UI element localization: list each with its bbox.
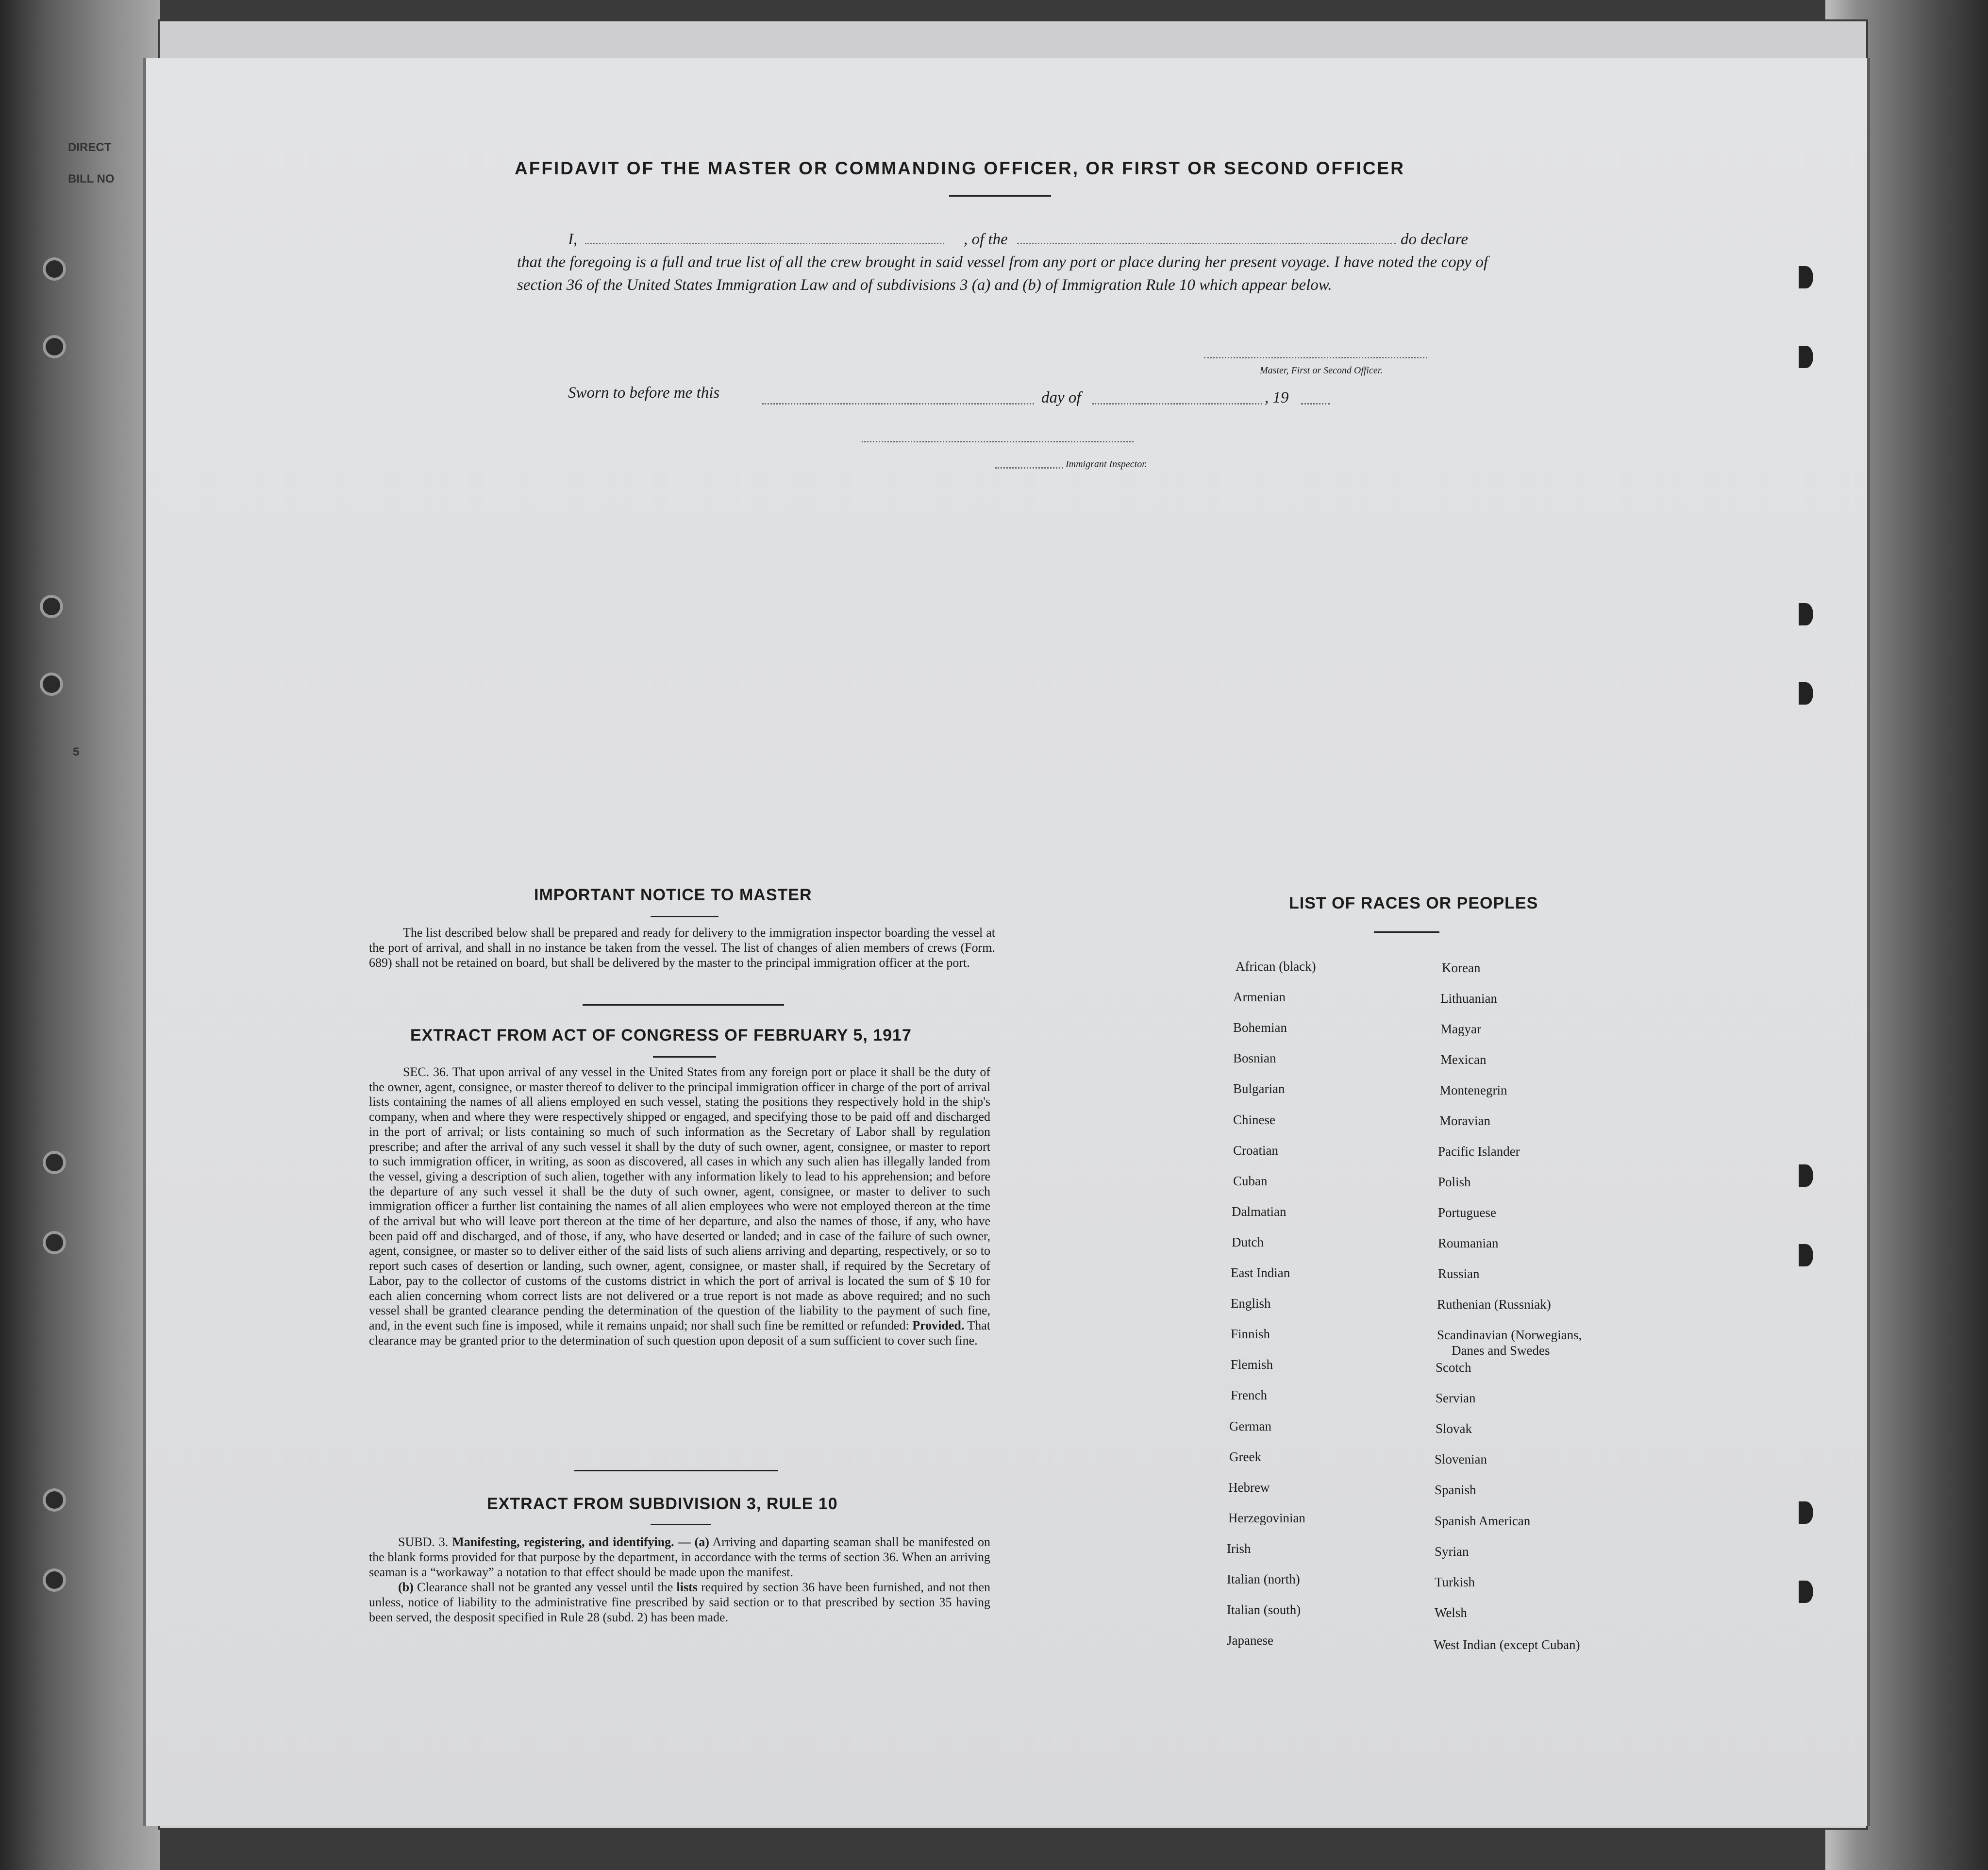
binder-hole (1799, 1244, 1813, 1266)
affidavit-declare-label: do declare (1401, 231, 1468, 248)
race-entry: Cuban (1233, 1173, 1268, 1188)
race-entry: Montenegrin (1439, 1083, 1507, 1097)
race-entry: Bosnian (1233, 1051, 1276, 1066)
sworn-year-blank[interactable] (1301, 403, 1330, 404)
race-entry: West Indian (except Cuban) (1434, 1637, 1580, 1652)
race-entry: Portuguese (1438, 1205, 1496, 1220)
race-entry: Chinese (1233, 1112, 1275, 1127)
day-of-label: day of (1041, 389, 1081, 406)
binder-hole (40, 673, 63, 696)
binder-hole (43, 1488, 66, 1512)
binder-hole (43, 1231, 66, 1254)
binder-hole (1799, 266, 1813, 288)
race-entry: Slovak (1436, 1421, 1472, 1436)
master-signature-line[interactable] (1204, 357, 1427, 358)
race-entry: German (1229, 1418, 1271, 1433)
subd-marker-a: — (a) (678, 1535, 709, 1549)
binder-hole (1799, 346, 1813, 368)
race-entry: Lithuanian (1440, 991, 1497, 1006)
race-entry: Russian (1438, 1266, 1480, 1281)
binder-hole (43, 257, 66, 281)
race-entry: Spanish (1435, 1483, 1476, 1497)
race-entry: Spanish American (1435, 1514, 1531, 1528)
affidavit-i-label: I, (568, 231, 578, 248)
notice-text: The list described below shall be prepared and ready for delivery to the immigration inspector boarding the vessel at the port of arrival, and shall in no instance be taken from the vessel. The list of changes of alien members of crews (Form. 689) shall not be retained on board, but shall be delivered by the master to the principal immigration officer at the port. (369, 926, 995, 970)
race-entry: Moravian (1439, 1113, 1490, 1128)
binder-hole (1799, 1501, 1813, 1524)
sworn-label: Sworn to before me this (568, 384, 720, 402)
race-entry: Irish (1227, 1541, 1251, 1556)
race-entry: Finnish (1231, 1327, 1270, 1342)
race-entry: Mexican (1440, 1052, 1487, 1067)
race-entry: Bohemian (1233, 1020, 1287, 1035)
affidavit-of-the-label: , of the (964, 231, 1008, 248)
race-entry: Magyar (1440, 1022, 1481, 1036)
binder-hole (1799, 603, 1813, 625)
subdivision-text (369, 1534, 990, 1625)
race-entry: French (1231, 1388, 1267, 1403)
binder-hole (1799, 1581, 1813, 1603)
race-entry: Polish (1438, 1175, 1471, 1189)
race-entry: Pacific Islander (1438, 1144, 1520, 1159)
inspector-signature-line[interactable] (862, 441, 1134, 442)
race-entry: English (1231, 1296, 1271, 1311)
race-entry: East Indian (1231, 1265, 1290, 1280)
race-entry: Croatian (1233, 1143, 1278, 1158)
race-entry: Dutch (1232, 1234, 1264, 1249)
congress-title: EXTRACT FROM ACT OF CONGRESS OF FEBRUARY 5, 1917 (410, 1026, 912, 1045)
congress-text-main: SEC. 36. That upon arrival of any vessel in the United States from any foreign port or place it shall be the duty of the owner, agent, consignee, or master thereof to deliver to the principal immigration officer in charge of the port of arrival lists containing the names of all aliens employed en such vessel, stating the positions they respectively hold in the ship's company, when and where they were respectively shipped or engaged, and specifying those to be paid off and discharged in the port of arrival; or lists containing so much of such information as the Secretary of Labor shall by regulation prescribe; and after the arrival of any such vessel it shall by the duty of such owner, agent, consignee, or master to report to such immigration officer, in writing, as soon as discovered, all cases in which any such alien has illegally landed from the vessel, giving a description of such alien, together with any information likely to lead to his apprehension; and before the departure of any such vessel it shall be the duty of such owner, agent, consignee, or master to deliver to such immigration officer a further list containing the names of all alien employees who were not employed thereon at the time of the arrival but who will leave port thereon at the time of her departure, and also the names of those, if any, who have been paid off and discharged, and of those, if any, who have deserted or landed; and in case of the failure of such owner, agent, consignee, or master so to deliver either of the said lists of such aliens arriving and departing, respectively, or so to report such cases of desertion or landing, such owner, agent, consignee, or master shall, if required by the Secretary of Labor, pay to the collector of customs of the customs district in which the port of arrival is located the sum of $ 10 for each alien concerning whom correct lists are not delivered or a true report is not made as above required; and no such vessel shall be granted clearance pending the determination of the question of the liability to the payment of such fine, and, in the event such fine is imposed, while it remains unpaid; nor shall such fine be remitted or refunded: (369, 1065, 990, 1332)
race-entry: Dalmatian (1232, 1204, 1286, 1219)
subd-heading: Manifesting, registering, and identifying. (452, 1535, 674, 1549)
divider (651, 1524, 711, 1525)
race-entry: Ruthenian (Russniak) (1437, 1297, 1551, 1312)
race-entry: Italian (north) (1227, 1572, 1300, 1586)
race-entry: Roumanian (1438, 1236, 1499, 1250)
race-entry: Scotch (1436, 1360, 1471, 1375)
binder-hole (1799, 682, 1813, 705)
name-blank[interactable] (585, 243, 944, 244)
subd-text-b2: required by section 36 have been furnished, and not then unless, notice of liability to the administrative fine prescribed by said section or to that prescribed by section 35 having been served, the desposit specified in Rule 28 (subd. 2) has been made. (369, 1580, 990, 1624)
scan-left-edge (0, 0, 160, 1870)
binder-hole (43, 1568, 66, 1592)
provided-label: Provided. (912, 1318, 965, 1332)
sworn-month-blank[interactable] (1092, 403, 1262, 404)
race-entry: Syrian (1435, 1544, 1469, 1559)
race-entry: Hebrew (1228, 1480, 1270, 1495)
race-entry: Flemish (1231, 1357, 1273, 1372)
affidavit-title: AFFIDAVIT OF THE MASTER OR COMMANDING OFFICER, OR FIRST OR SECOND OFFICER (515, 158, 1405, 178)
binder-hole (40, 595, 63, 618)
race-entry: Italian (south) (1227, 1602, 1301, 1617)
subd-text-b1: Clearance shall not be granted any vessel until the (417, 1580, 673, 1594)
race-entry: Turkish (1435, 1575, 1475, 1589)
inspector-caption: Immigrant Inspector. (1066, 459, 1147, 470)
master-signature-caption: Master, First or Second Officer. (1260, 365, 1383, 376)
races-title: LIST OF RACES OR PEOPLES (1289, 894, 1538, 912)
notice-title: IMPORTANT NOTICE TO MASTER (534, 886, 812, 904)
inspector-caption-lead (995, 467, 1063, 469)
congress-text-tail: That clearance may be granted prior to the determination of such question upon deposit of a sum sufficient to cover such fine. (369, 1318, 991, 1348)
subd-text-a: Arriving and daparting seaman shall be manifested on the blank forms provided for that purpose by the department, in accordance with the terms of section 36. When an arriving seaman is a “workaway” a notation to that effect should be made upon the manifest. (369, 1535, 990, 1579)
race-entry: Herzegovinian (1228, 1510, 1305, 1525)
race-entry: Welsh (1435, 1605, 1467, 1620)
race-entry: Armenian (1233, 990, 1286, 1005)
sworn-day-blank[interactable] (762, 403, 1034, 404)
divider (1374, 931, 1439, 933)
margin-mark: BILL NO (68, 172, 115, 185)
congress-text (369, 1065, 990, 1348)
affidavit-body: that the foregoing is a full and true list of all the crew brought in said vessel from any port or place during her present voyage. I have noted the copy of section 36 of the United States Immigration Law and of subdivisions 3 (a) and (b) of Immigration Rule 10 which appear below. (517, 253, 1488, 294)
binder-hole (1799, 1164, 1813, 1187)
divider (653, 1056, 716, 1058)
subdivision-paragraph-b (369, 1580, 990, 1625)
subd-marker-b: (b) (398, 1580, 414, 1594)
divider (651, 916, 718, 917)
race-entry: Korean (1442, 960, 1481, 975)
divider (949, 195, 1051, 197)
race-entry: Scandinavian (Norwegians, (1437, 1328, 1582, 1342)
binder-hole (43, 1151, 66, 1174)
race-entry: Japanese (1227, 1633, 1273, 1648)
subd-prefix: SUBD. 3. (398, 1535, 449, 1549)
race-entry: Bulgarian (1233, 1081, 1285, 1096)
year-label: , 19 (1265, 389, 1289, 406)
margin-mark: 5 (73, 745, 80, 758)
race-entry: Slovenian (1435, 1452, 1487, 1466)
subdivision-title: EXTRACT FROM SUBDIVISION 3, RULE 10 (487, 1495, 838, 1513)
race-entry: Greek (1229, 1449, 1261, 1464)
subdivision-paragraph-a (369, 1534, 990, 1580)
subd-lists-word: lists (676, 1580, 698, 1594)
divider (583, 1004, 784, 1006)
vessel-blank[interactable] (1017, 243, 1396, 244)
divider (574, 1470, 778, 1471)
binder-hole (43, 335, 66, 358)
race-entry: Servian (1436, 1391, 1476, 1405)
margin-mark: DIRECT (68, 141, 112, 154)
race-entry: African (black) (1236, 959, 1316, 974)
race-entry: Danes and Swedes (1452, 1343, 1550, 1358)
